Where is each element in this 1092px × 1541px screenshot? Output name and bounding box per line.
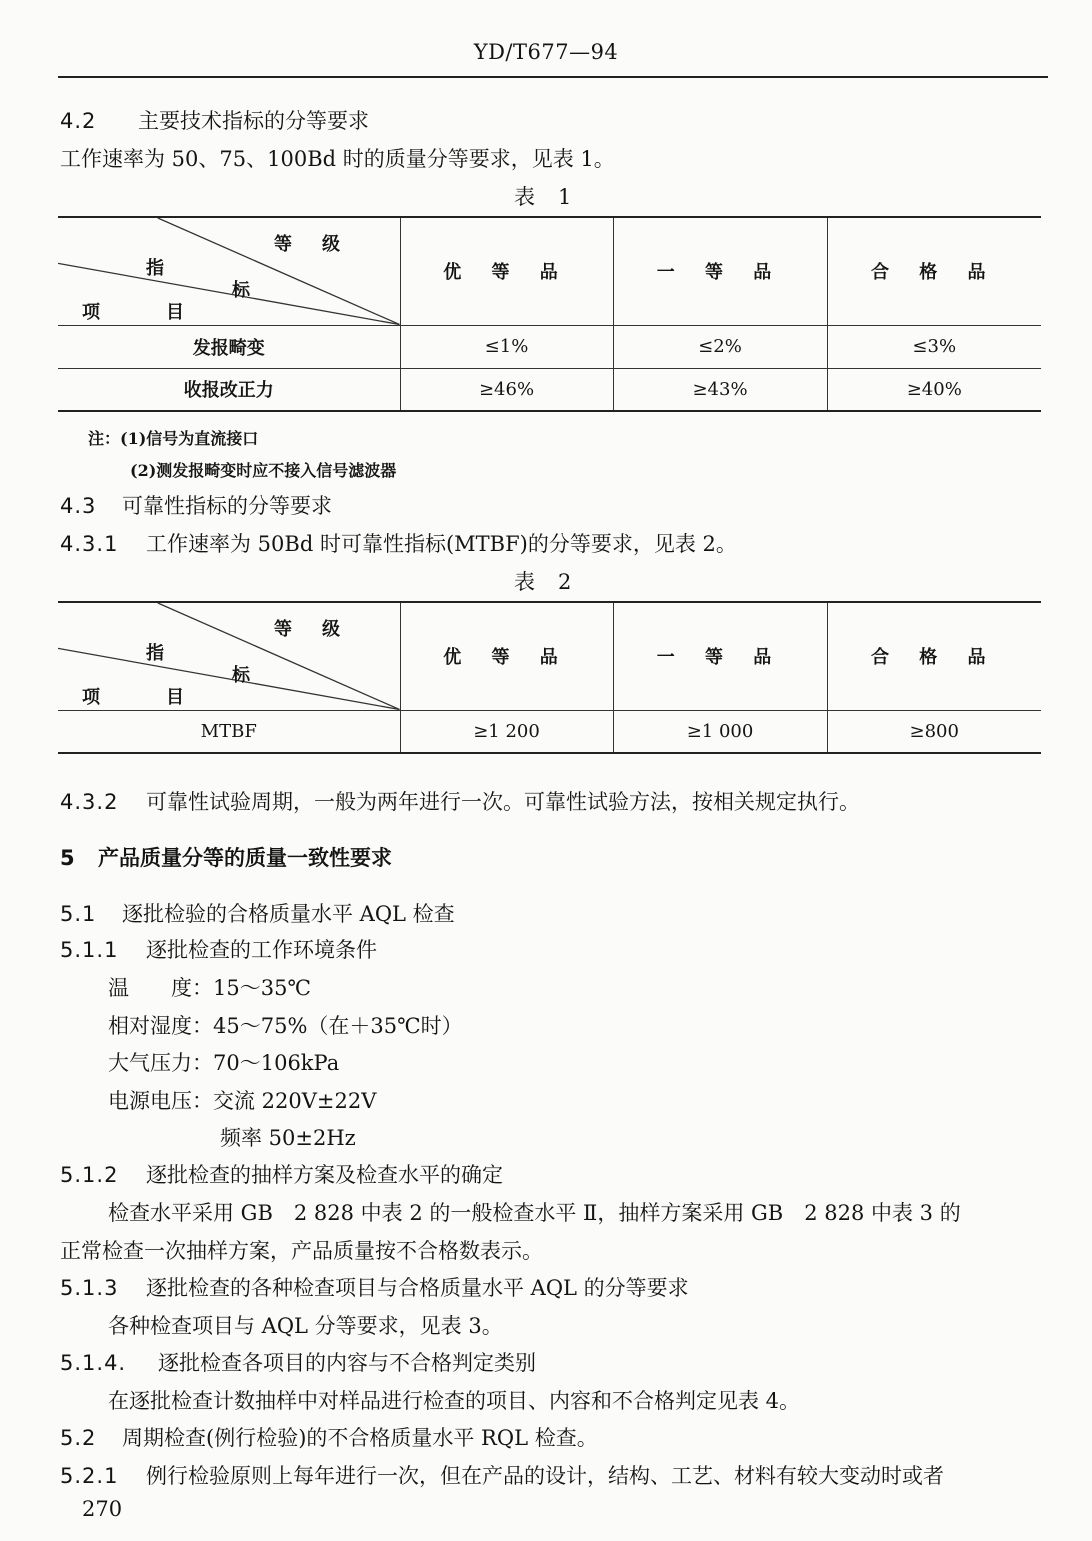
section-title: 主要技术指标的分等要求 xyxy=(138,109,369,133)
section-5-1-3-heading xyxy=(60,1272,689,1302)
table-note-2: (2)测发报畸变时应不接入信号滤波器 xyxy=(130,461,397,480)
section-number: 5.1.2 xyxy=(60,1163,119,1187)
section-title: 逐批检验的合格质量水平 AQL 检查 xyxy=(122,902,455,926)
section-4-3-1-heading xyxy=(60,528,737,558)
section-5-1-2-paragraph-line-2: 正常检查一次抽样方案，产品质量按不合格数表示。 xyxy=(60,1239,543,1263)
corner-label-grade: 等 级 xyxy=(274,234,346,255)
env-pressure: 大气压力：70～106kPa xyxy=(108,1051,340,1075)
env-power-voltage: 电源电压：交流 220V±22V xyxy=(108,1089,377,1113)
table-1-caption: 表 1 xyxy=(514,185,573,209)
table-cell: ≤1% xyxy=(400,325,613,368)
section-4-2-paragraph: 工作速率为 50、75、100Bd 时的质量分等要求，见表 1。 xyxy=(60,147,615,171)
corner-label-item: 项 xyxy=(82,687,100,708)
section-5-1-1-heading xyxy=(60,934,377,964)
section-number: 4.3 xyxy=(60,494,97,518)
header-rule xyxy=(58,76,1048,78)
grade-column-header: 一 等 品 xyxy=(613,217,827,325)
row-label: 发报畸变 xyxy=(58,325,400,368)
grading-table-1 xyxy=(58,216,1041,412)
section-number: 5.1.1 xyxy=(60,938,119,962)
section-number: 4.3.2 xyxy=(60,790,119,814)
table-row xyxy=(58,325,1041,368)
section-title: 周期检查(例行检验)的不合格质量水平 RQL 检查。 xyxy=(122,1426,598,1450)
section-title: 逐批检查各项目的内容与不合格判定类别 xyxy=(158,1351,536,1375)
section-title: 工作速率为 50Bd 时可靠性指标(MTBF)的分等要求，见表 2。 xyxy=(146,532,737,556)
row-label: 收报改正力 xyxy=(58,368,400,411)
section-title: 可靠性指标的分等要求 xyxy=(122,494,332,518)
section-number: 5.1.3 xyxy=(60,1276,119,1300)
section-title: 可靠性试验周期，一般为两年进行一次。可靠性试验方法，按相关规定执行。 xyxy=(146,790,860,814)
section-title: 逐批检查的抽样方案及检查水平的确定 xyxy=(146,1163,503,1187)
table-note-1: 注：(1)信号为直流接口 xyxy=(88,429,259,448)
table-header-row xyxy=(58,602,1041,710)
section-5-1-4-paragraph: 在逐批检查计数抽样中对样品进行检查的项目、内容和不合格判定见表 4。 xyxy=(108,1389,801,1413)
section-5-2-heading xyxy=(60,1422,598,1452)
section-number: 5 xyxy=(60,846,76,870)
grade-column-header: 合 格 品 xyxy=(827,602,1041,710)
section-4-2-heading xyxy=(60,105,369,135)
grade-column-header: 合 格 品 xyxy=(827,217,1041,325)
table-cell: ≤2% xyxy=(613,325,827,368)
grade-column-header: 优 等 品 xyxy=(400,602,613,710)
section-title: 产品质量分等的质量一致性要求 xyxy=(98,845,392,870)
section-5-1-4-heading xyxy=(60,1347,536,1377)
section-number: 5.2.1 xyxy=(60,1464,119,1488)
diagonal-lines xyxy=(58,218,400,325)
section-5-1-2-heading xyxy=(60,1159,503,1189)
env-humidity: 相对湿度：45～75%（在＋35℃时） xyxy=(108,1014,463,1038)
diagonal-lines xyxy=(58,603,400,710)
grade-column-header: 一 等 品 xyxy=(613,602,827,710)
page-number: 270 xyxy=(82,1497,123,1521)
section-title: 逐批检查的工作环境条件 xyxy=(146,938,377,962)
corner-label-eye: 目 xyxy=(166,302,184,323)
section-number: 4.3.1 xyxy=(60,532,119,556)
table-header-row xyxy=(58,217,1041,325)
env-power-frequency: 频率 50±2Hz xyxy=(220,1126,356,1150)
table-cell: ≥1 000 xyxy=(613,710,827,753)
corner-label-index: 指 xyxy=(146,643,164,664)
table-cell: ≥1 200 xyxy=(400,710,613,753)
table-cell: ≥800 xyxy=(827,710,1041,753)
row-label: MTBF xyxy=(58,710,400,753)
section-4-3-heading xyxy=(60,490,332,520)
diagonal-corner-cell xyxy=(58,602,400,710)
diagonal-corner-cell xyxy=(58,217,400,325)
section-number: 5.1.4. xyxy=(60,1351,127,1375)
grade-column-header: 优 等 品 xyxy=(400,217,613,325)
env-temperature: 温 度：15～35℃ xyxy=(108,976,311,1000)
section-number: 5.2 xyxy=(60,1426,97,1450)
table-cell: ≥40% xyxy=(827,368,1041,411)
table-row xyxy=(58,710,1041,753)
corner-label-mark: 标 xyxy=(232,665,250,686)
section-number: 5.1 xyxy=(60,902,97,926)
corner-label-index: 指 xyxy=(146,258,164,279)
section-5-1-2-paragraph-line-1: 检查水平采用 GB 2 828 中表 2 的一般检查水平 Ⅱ，抽样方案采用 GB 2 828 中表 3 的 xyxy=(108,1201,961,1225)
section-number: 4.2 xyxy=(60,109,97,133)
section-4-3-2-heading xyxy=(60,786,860,816)
corner-label-grade: 等 级 xyxy=(274,619,346,640)
table-2-caption: 表 2 xyxy=(514,570,573,594)
corner-label-item: 项 xyxy=(82,302,100,323)
section-title: 逐批检查的各种检查项目与合格质量水平 AQL 的分等要求 xyxy=(146,1276,689,1300)
corner-label-mark: 标 xyxy=(232,280,250,301)
section-5-1-3-paragraph: 各种检查项目与 AQL 分等要求，见表 3。 xyxy=(108,1314,503,1338)
table-row xyxy=(58,368,1041,411)
section-5-2-1-heading xyxy=(60,1460,944,1490)
table-cell: ≥43% xyxy=(613,368,827,411)
table-cell: ≥46% xyxy=(400,368,613,411)
section-5-heading xyxy=(60,842,392,872)
corner-label-eye: 目 xyxy=(166,687,184,708)
document-code-header: YD/T677—94 xyxy=(473,40,619,64)
grading-table-2 xyxy=(58,601,1041,754)
section-5-1-heading xyxy=(60,898,455,928)
table-cell: ≤3% xyxy=(827,325,1041,368)
section-title: 例行检验原则上每年进行一次，但在产品的设计，结构、工艺、材料有较大变动时或者 xyxy=(146,1464,944,1488)
